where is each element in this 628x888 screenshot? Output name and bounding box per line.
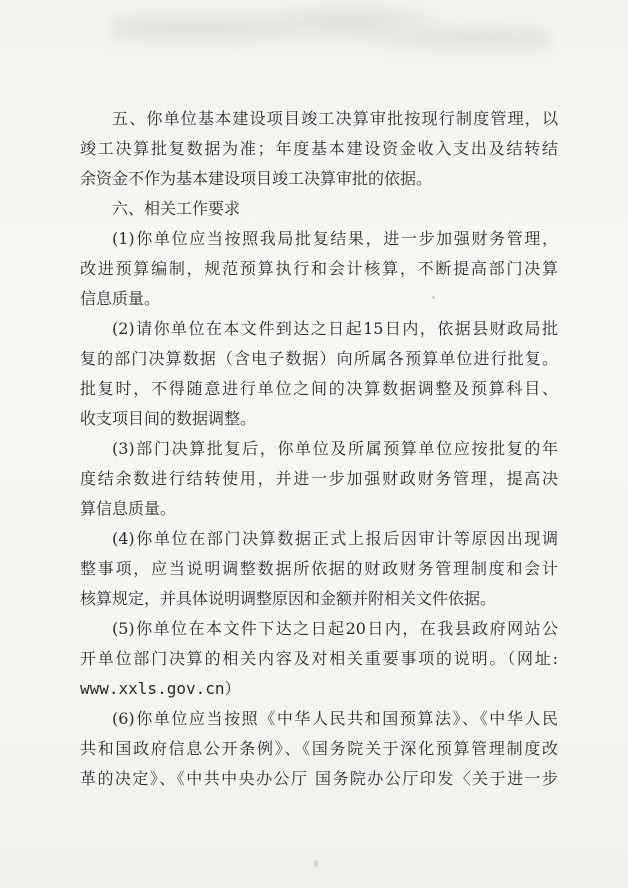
text-line: (5)你单位在本文件下达之日起20日内，在我县政府网站公 <box>112 619 558 638</box>
text-line: 整事项，应当说明调整数据所依据的财政财务管理制度和会计 <box>80 559 558 578</box>
text-line: 竣工决算批复数据为准；年度基本建设资金收入支出及结转结 <box>80 139 558 158</box>
paragraph-item-6-4 <box>80 524 558 614</box>
paragraph-item-6-5 <box>80 614 558 704</box>
text-line: (4)你单位在部门决算数据正式上报后因审计等原因出现调 <box>112 529 558 548</box>
text-line: (3)部门决算批复后，你单位及所属预算单位应按批复的年 <box>112 439 558 458</box>
text-line: (6)你单位应当按照《中华人民共和国预算法》、《中华人民 <box>112 709 558 728</box>
paragraph-item-6-6 <box>80 704 558 794</box>
paragraph-item-6-1 <box>80 224 558 314</box>
text-line: 收支项目间的数据调整。 <box>80 409 257 428</box>
text-line: (1)你单位应当按照我局批复结果，进一步加强财务管理， <box>112 229 558 248</box>
text-line: 六、相关工作要求 <box>112 199 241 218</box>
section-heading-6 <box>80 194 558 224</box>
bleed-through-shadow <box>110 0 550 70</box>
text-line: (2)请你单位在本文件到达之日起15日内，依据县财政局批 <box>112 319 558 338</box>
text-line: 共和国政府信息公开条例》、《国务院关于深化预算管理制度改 <box>80 739 558 758</box>
text-line: 度结余数进行结转使用，并进一步加强财政财务管理，提高决 <box>80 469 558 488</box>
paragraph-item-6-3 <box>80 434 558 524</box>
text-line: 革的决定》、《中共中央办公厅 国务院办公厅印发〈关于进一步 <box>80 769 558 788</box>
text-line: 改进预算编制，规范预算执行和会计核算，不断提高部门决算 <box>80 259 558 278</box>
text-line: 复的部门决算数据（含电子数据）向所属各预算单位进行批复。 <box>80 349 558 368</box>
text-line: 开单位部门决算的相关内容及对相关重要事项的说明。（网址: <box>80 649 558 668</box>
text-line: 核算规定，并具体说明调整原因和金额并附相关文件依据。 <box>80 589 497 608</box>
text-line: 批复时，不得随意进行单位之间的决算数据调整及预算科目、 <box>80 379 558 398</box>
text-line: 五、你单位基本建设项目竣工决算审批按现行制度管理，以 <box>112 109 558 128</box>
paragraph-item-6-2 <box>80 314 558 434</box>
scan-speck <box>314 860 318 867</box>
paragraph-item-5 <box>80 104 558 194</box>
text-line: 余资金不作为基本建设项目竣工决算审批的依据。 <box>80 169 433 188</box>
website-url: www.xxls.gov.cn） <box>80 679 241 698</box>
text-line: 信息质量。 <box>80 289 161 308</box>
document-body <box>80 104 558 794</box>
text-line: 算信息质量。 <box>80 499 177 518</box>
